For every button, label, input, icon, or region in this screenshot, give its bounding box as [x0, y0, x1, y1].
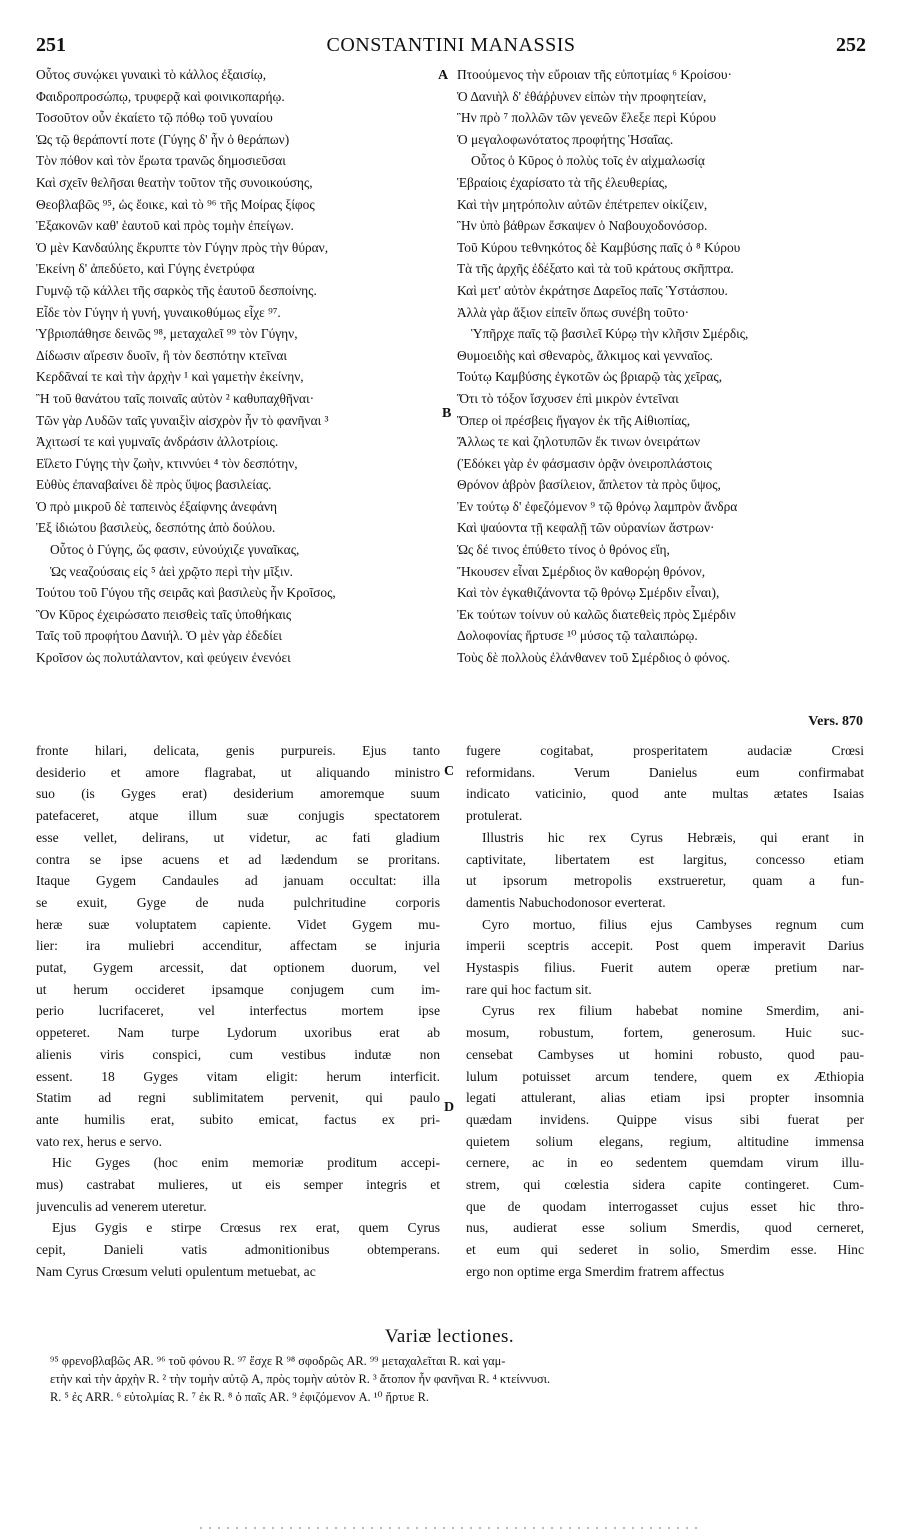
- latin-text-line: fugere cogitabat, prosperitatem audaciæ Crœsi: [466, 743, 864, 758]
- greek-verse-line: Ὁ πρὸ μικροῦ δὲ ταπεινὸς ἐξαίφνης ἀνεφάνη: [36, 498, 278, 514]
- greek-verse-line: Τὸν πόθον καὶ τὸν ἔρωτα τρανῶς δημοσιεῦσαι: [36, 153, 286, 169]
- page-number-right: 252: [836, 34, 866, 56]
- latin-text-line: fronte hilari, delicata, genis purpureis. Ejus tanto: [36, 743, 440, 758]
- latin-translation-column-left: [36, 740, 440, 1283]
- greek-verse-line: Ἀχιτωσί τε καὶ γυμναῖς ἀνδράσιν ἀλλοτρίοις.: [36, 434, 279, 450]
- latin-text-line: desiderio et amore flagrabat, ut aliquando ministro: [36, 764, 440, 780]
- latin-text-line: nus, audierat esse solium Smerdis, quod cerneret,: [466, 1220, 864, 1236]
- latin-text-line: rare qui hoc factum sit.: [466, 981, 592, 997]
- greek-verse-line: Ὅπερ οἱ πρέσβεις ἤγαγον ἐκ τῆς Αἰθιοπίας,: [457, 412, 691, 428]
- latin-text-line: Hystaspis filius. Fuerit autem operæ pretium nar-: [466, 960, 864, 976]
- greek-verse-line: Εἶδε τὸν Γύγην ἡ γυνή, γυναικοθύμως εἶχε ⁹⁷.: [36, 304, 281, 320]
- latin-text-line: essent. 18 Gyges vitam eligit: herum interficit.: [36, 1068, 440, 1084]
- latin-text-line: que de quodam interrogasset cujus esset hic thro-: [466, 1198, 864, 1214]
- margin-letter-c: C: [444, 764, 455, 779]
- greek-verse-line: (Ἐδόκει γὰρ ἐν φάσμασιν ὁρᾷν ὀνειροπλάστοις: [457, 455, 712, 471]
- greek-verse-line: Ὡς νεαζούσαις εἰς ⁵ ἀεὶ χρῷτο περὶ τὴν μῖξιν.: [50, 563, 293, 579]
- greek-verse-line: Ὁ μὲν Κανδαύλης ἔκρυπτε τὸν Γύγην πρὸς τὴν θύραν,: [36, 239, 329, 255]
- greek-verse-line: Ἄλλως τε καὶ ζηλοτυπῶν ἔκ τινων ὀνειράτων: [457, 434, 701, 450]
- greek-verse-line: Εἵλετο Γύγης τὴν ζωὴν, κτιννύει ⁴ τὸν δεσπότην,: [36, 455, 298, 471]
- greek-verse-line: Ἐξακονῶν καθ' ἑαυτοῦ καὶ πρὸς τομὴν ἐπείγων.: [36, 218, 294, 234]
- greek-verse-line: Ὁ μεγαλοφωνότατος προφήτης Ἡσαΐας.: [457, 131, 674, 147]
- greek-verse-line: Τούτῳ Καμβύσης ἐγκοτῶν ὡς βριαρῷ τὰς χεῖρας,: [457, 369, 723, 385]
- latin-text-line: putat, Gygem arcessit, dat optionem duorum, vel: [36, 960, 440, 976]
- greek-verse-line: Δίδωσιν αἵρεσιν δυοῖν, ἢ τὸν δεσπότην κτεῖναι: [36, 347, 287, 363]
- verse-marker: Vers. 870: [808, 714, 863, 729]
- latin-text-line: ante humilis erat, subito emicat, factus ex pri-: [36, 1111, 440, 1127]
- greek-verse-line: Τοῦ Κύρου τεθνηκότος δὲ Καμβύσης παῖς ὁ ⁸ Κύρου: [457, 239, 741, 255]
- margin-letter-b: B: [442, 406, 452, 421]
- variant-note-line: ⁹⁵ φρενοβλαβῶς AR. ⁹⁶ τοῦ φόνου R. ⁹⁷ ἔσχε R ⁹⁸ σφοδρῶς AR. ⁹⁹ μεταχαλεῖται R. καὶ γαμ-: [50, 1354, 506, 1368]
- latin-text-line: damentis Nabuchodonosor everterat.: [466, 894, 666, 910]
- variant-note-line: ετὴν καὶ τὴν ἀρχὴν R. ² τὴν τομὴν αὐτῷ A, πρὸς τομὴν αὐτὸν R. ³ ἄτοπον ἦν φανῆναι R. ⁴ κτείννυσι.: [50, 1372, 551, 1386]
- greek-verse-line: Φαιδροπροσώπῳ, τρυφερᾷ καὶ φοινικοπαρήῳ.: [36, 88, 285, 104]
- greek-verse-line: Ἤκουσεν εἶναι Σμέρδιος ὃν καθορῴη θρόνον,: [457, 563, 706, 579]
- greek-verse-line: Ἣν ὑπὸ βάθρων ἔσκαψεν ὁ Ναβουχοδονόσορ.: [457, 218, 708, 234]
- latin-text-line: Cyrus rex filium habebat nomine Smerdim, ani-: [482, 1003, 864, 1019]
- latin-text-line: Ejus Gygis e stirpe Crœsus rex erat, quem Cyrus: [52, 1220, 440, 1236]
- greek-verse-line: Τῶν γὰρ Λυδῶν ταῖς γυναιξὶν αἰσχρὸν ἦν τὸ φανῆναι ³: [36, 412, 329, 428]
- latin-text-line: cepit, Danieli vatis admonitionibus obtemperans.: [36, 1242, 440, 1258]
- latin-text-line: cernere, ac in eo sedentem quemdam virum illu-: [466, 1155, 864, 1171]
- greek-verse-line: Ὑπῆρχε παῖς τῷ βασιλεῖ Κύρῳ τὴν κλῆσιν Σμέρδις,: [471, 326, 749, 342]
- latin-text-line: legati attulerant, alias etiam ipsi propter insomnia: [466, 1090, 864, 1106]
- greek-verse-line: Ἑβραίοις ἐχαρίσατο τὰ τῆς ἐλευθερίας,: [457, 174, 668, 190]
- greek-verse-line: Ἐκ τούτων τοίνυν οὐ καλῶς διατεθεὶς πρὸς Σμέρδιν: [457, 606, 736, 622]
- latin-text-line: Cyro mortuo, filius ejus Cambyses regnum cum: [482, 916, 864, 932]
- latin-text-line: strem, qui cœlestia sidera capite contingeret. Cum-: [466, 1177, 864, 1193]
- page-header: [36, 34, 866, 60]
- greek-verse-line: Ἐκείνη δ' ἀπεδύετο, καὶ Γύγης ἐνετρύφα: [36, 261, 255, 277]
- greek-verse-column-right: [457, 64, 867, 669]
- latin-text-line: oppeteret. Nam turpe Lydorum uxoribus erat ab: [36, 1025, 440, 1041]
- page-number-left: 251: [36, 34, 66, 56]
- greek-verse-line: Κροῖσον ὡς πολυτάλαντον, καὶ φεύγειν ἐνενόει: [36, 650, 291, 666]
- latin-text-line: reformidans. Verum Danielus eum confirmabat: [466, 764, 864, 780]
- greek-verse-line: Οὗτος συνῴκει γυναικὶ τὸ κάλλος ἐξαισίῳ,: [36, 67, 267, 82]
- greek-verse-line: Γυμνῷ τῷ κάλλει τῆς σαρκὸς τῆς ἑαυτοῦ δεσποίνης.: [36, 282, 317, 298]
- greek-verse-line: Ἀλλὰ γὰρ ἄξιον εἰπεῖν ὅπως συνέβη τοῦτο·: [457, 304, 690, 320]
- greek-verse-line: Ὡς δέ τινος ἐπύθετο τίνος ὁ θρόνος εἴη,: [457, 542, 670, 558]
- latin-text-line: se exuit, Gyge de nuda pulchritudine corporis: [36, 894, 440, 910]
- greek-verse-line: Τούτου τοῦ Γύγου τῆς σειρᾶς καὶ βασιλεὺς ἦν Κροῖσος,: [36, 585, 336, 601]
- variae-lectiones-heading: Variæ lectiones.: [384, 1326, 515, 1347]
- greek-verse-line: Πτοούμενος τὴν εὔροιαν τῆς εὐποτμίας ⁶ Κροίσου·: [457, 67, 732, 82]
- greek-verse-column-left: [36, 64, 449, 669]
- latin-text-line: mosum, robustum, fortem, generosum. Huic suc-: [466, 1025, 864, 1041]
- latin-translation-column-right: [466, 740, 864, 1283]
- variant-readings-notes: [50, 1352, 868, 1406]
- greek-verse-line: Θεοβλαβῶς ⁹⁵, ὡς ἔοικε, καὶ τὸ ⁹⁶ τῆς Μοίρας ξίφος: [36, 196, 315, 212]
- greek-verse-line: Οὗτος ὁ Γύγης, ὥς φασιν, εὐνούχιζε γυναῖκας,: [50, 542, 300, 558]
- latin-text-line: Hic Gyges (hoc enim memoriæ proditum accepi-: [52, 1155, 440, 1171]
- greek-verse-line: Καὶ σχεῖν θελῆσαι θεατὴν τοῦτον τῆς συνοικούσης,: [36, 174, 313, 190]
- greek-verse-line: Ἣν πρὸ ⁷ πολλῶν τῶν γενεῶν ἔλεξε περὶ Κύρου: [457, 110, 716, 126]
- greek-verse-line: Θρόνον ἁβρὸν βασίλειον, ἅπλετον τὰ πρὸς ὕψος,: [457, 477, 721, 493]
- latin-text-line: Itaque Gygem Candaules ad januam occultat: illa: [36, 873, 440, 889]
- greek-verse-line: Καὶ μετ' αὐτὸν ἐκράτησε Δαρεῖος παῖς Ὑστάσπου.: [457, 282, 728, 298]
- latin-text-line: et eum qui sederet in solio, Smerdim esse. Hinc: [466, 1242, 864, 1258]
- greek-verse-line: Ὑβριοπάθησε δεινῶς ⁹⁸, μεταχαλεῖ ⁹⁹ τὸν Γύγην,: [36, 326, 298, 342]
- latin-text-line: contra se ipse acuens et ad lædendum se proritans.: [36, 851, 440, 867]
- greek-verse-line: Καὶ ψαύοντα τῇ κεφαλῇ τῶν οὐρανίων ἄστρων·: [457, 520, 715, 536]
- greek-verse-line: Ὡς τῷ θεράποντί ποτε (Γύγης δ' ἦν ὁ θεράπων): [36, 131, 290, 147]
- latin-text-line: mus) castrabat mulieres, ut eis semper integris et: [36, 1177, 440, 1193]
- latin-text-line: captivitate, libertatem est largitus, concesso etiam: [466, 851, 864, 867]
- greek-verse-line: Εὐθὺς ἐπαναβαίνει δὲ πρὸς ὕψος βασιλείας.: [36, 477, 272, 493]
- greek-verse-line: Οὗτος ὁ Κῦρος ὁ πολὺς τοῖς ἐν αἰχμαλωσίᾳ: [471, 153, 705, 169]
- latin-text-line: censebat Cambyses ut homini robusto, quod pau-: [466, 1046, 864, 1062]
- greek-verse-line: Τοὺς δὲ πολλοὺς ἐλάνθανεν τοῦ Σμέρδιος ὁ φόνος.: [457, 650, 731, 666]
- latin-text-line: suo (is Gyges erat) desiderium amoremque suum: [36, 786, 440, 802]
- latin-text-line: ergo non optime erga Smerdim fratrem affectus: [466, 1263, 725, 1279]
- greek-verse-line: Καὶ τὴν μητρόπολιν αὐτῶν ἐπέτρεπεν οἰκίζειν,: [457, 196, 708, 212]
- margin-letter-d: D: [444, 1100, 455, 1115]
- latin-text-line: vato rex, herus e servo.: [36, 1133, 163, 1149]
- latin-text-line: ut ipsorum metropolis exstrueretur, quam a fun-: [466, 873, 864, 889]
- latin-text-line: ut herum occideret ipsamque conjugem cum im-: [36, 981, 440, 997]
- latin-text-line: perio lucrifaceret, vel interfectus mortem ipse: [36, 1003, 440, 1019]
- greek-verse-line: Ἐν τούτῳ δ' ἐφεζόμενον ⁹ τῷ θρόνῳ λαμπρὸν ἄνδρα: [457, 498, 738, 514]
- variant-note-line: R. ⁵ ἐς ARR. ⁶ εὐτολμίας R. ⁷ ἐκ R. ⁸ ὁ παῖς AR. ⁹ ἐφιζόμενον A. ¹⁰ ἥρτυε R.: [50, 1390, 429, 1404]
- margin-letter-a: A: [438, 68, 449, 83]
- latin-text-line: imperii sceptris accepit. Post quem imperavit Darius: [466, 938, 864, 954]
- greek-verse-line: Θυμοειδὴς καὶ σθεναρὸς, ἄλκιμος καὶ γενναῖος.: [457, 347, 713, 363]
- latin-text-line: esse vellet, delirans, ut videtur, ac fati gladium: [36, 829, 440, 845]
- greek-verse-line: Ταῖς τοῦ προφήτου Δανιήλ. Ὁ μὲν γὰρ ἐδεδίει: [36, 628, 283, 644]
- latin-text-line: lier: ira muliebri accenditur, affectam se injuria: [36, 938, 440, 954]
- scan-speckle: [200, 1527, 700, 1529]
- greek-verse-line: Ὅτι τὸ τόξον ἴσχυσεν ἐπὶ μικρὸν ἐντεῖναι: [457, 390, 679, 406]
- greek-verse-line: Ἢ τοῦ θανάτου ταῖς ποιναῖς αὐτὸν ² καθυπαχθῆναι·: [36, 390, 315, 406]
- greek-verse-line: Κερδᾶναί τε καὶ τὴν ἀρχὴν ¹ καὶ γαμετὴν ἐκείνην,: [36, 369, 304, 385]
- latin-text-line: juvenculis ad venerem uteretur.: [36, 1198, 207, 1214]
- greek-verse-line: Ὁ Δανιὴλ δ' ἐθάῤῥυνεν εἰπὼν τὴν προφητείαν,: [457, 88, 707, 104]
- latin-text-line: quietem solium elegans, regium, altitudine immensa: [466, 1133, 864, 1149]
- greek-verse-line: Τὰ τῆς ἀρχῆς ἐδέξατο καὶ τὰ τοῦ κράτους σκῆπτρα.: [457, 261, 734, 277]
- latin-text-line: lulum potuisset arcum tendere, quem ex Æthiopia: [466, 1068, 864, 1084]
- running-title: CONSTANTINI MANASSIS: [326, 34, 576, 56]
- greek-verse-line: Ἐξ ἰδιώτου βασιλεὺς, δεσπότης ἀπὸ δούλου.: [36, 520, 276, 536]
- greek-verse-line: Τοσοῦτον οὖν ἐκαίετο τῷ πόθῳ τοῦ γυναίου: [36, 110, 273, 126]
- greek-verse-line: Καὶ τὸν ἐγκαθιζάνοντα τῷ θρόνῳ Σμέρδιν εἶναι),: [457, 585, 720, 601]
- latin-text-line: Nam Cyrus Crœsum veluti opulentum metuebat, ac: [36, 1263, 316, 1279]
- latin-text-line: patefaceret, atque illum suæ conjugis spectatorem: [36, 808, 440, 824]
- latin-text-line: alienis viris conspici, cum vestibus indutæ non: [36, 1046, 440, 1062]
- latin-text-line: indicato vaticinio, quod ante multas ætates Isaias: [466, 786, 864, 802]
- latin-text-line: protulerat.: [466, 808, 523, 824]
- latin-text-line: heræ suæ voluptatem capiente. Videt Gygem mu-: [36, 916, 440, 932]
- greek-verse-line: Δολοφονίας ἥρτυσε ¹⁰ μύσος τῷ ταλαιπώρῳ.: [457, 628, 698, 644]
- latin-text-line: Statim ad regni sublimitatem pervenit, qui paulo: [36, 1090, 440, 1106]
- latin-text-line: Illustris hic rex Cyrus Hebræis, qui erant in: [482, 829, 864, 845]
- greek-verse-line: Ὃν Κῦρος ἐχειρώσατο πεισθεὶς ταῖς ὑποθήκαις: [36, 606, 292, 622]
- latin-text-line: quædam invidens. Quippe visus sibi fuerat per: [466, 1111, 864, 1127]
